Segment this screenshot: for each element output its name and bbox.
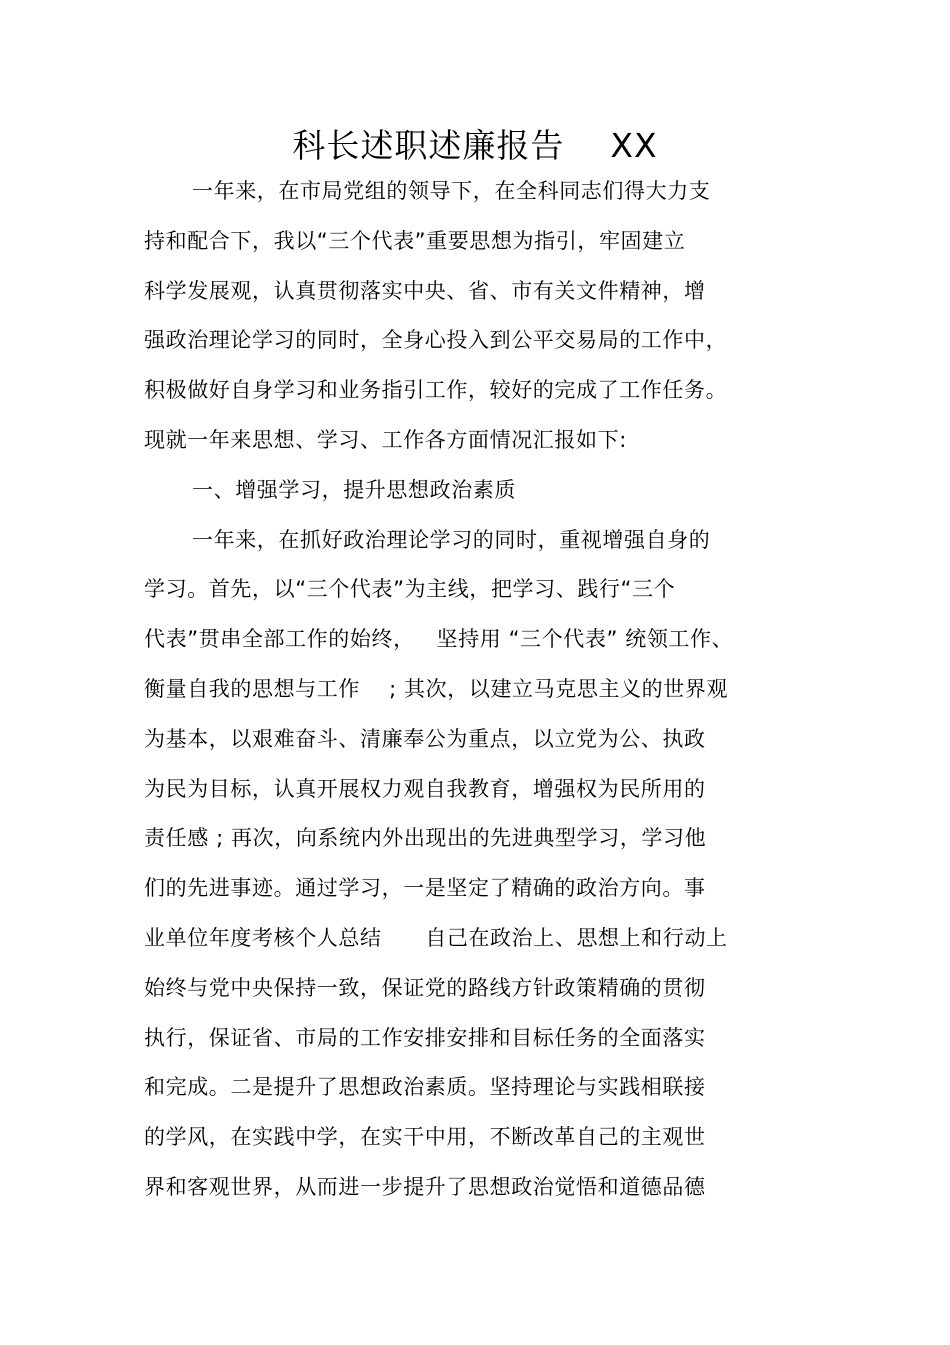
body-line: 执行，保证省、市局的工作安排安排和目标任务的全面落实 bbox=[144, 1025, 706, 1050]
body-line: 持和配合下，我以“三个代表”重要思想为指引，牢固建立 bbox=[144, 228, 686, 253]
body-line: 和完成。二是提升了思想政治素质。坚持理论与实践相联接 bbox=[144, 1075, 706, 1100]
body-line: 代表”贯串全部工作的始终， 坚持用 “三个代表” 统领工作、 bbox=[144, 627, 734, 652]
body-line: 一、增强学习，提升思想政治素质 bbox=[192, 477, 516, 502]
body-line: 们的先进事迹。通过学习，一是坚定了精确的政治方向。事 bbox=[144, 876, 706, 901]
body-line: 始终与党中央保持一致，保证党的路线方针政策精确的贯彻 bbox=[144, 975, 706, 1000]
body-line: 业单位年度考核个人总结 自己在政治上、思想上和行动上 bbox=[144, 926, 728, 950]
body-line: 学习。首先，以“三个代表”为主线，把学习、践行“三个 bbox=[144, 577, 676, 602]
body-line: 现就一年来思想、学习、工作各方面情况汇报如下: bbox=[144, 428, 627, 452]
body-line: 积极做好自身学习和业务指引工作，较好的完成了工作任务。 bbox=[144, 378, 728, 403]
body-line: 一年来，在市局党组的领导下，在全科同志们得大力支 bbox=[192, 179, 711, 203]
body-line: 的学风，在实践中学，在实干中用，不断改革自己的主观世 bbox=[144, 1125, 706, 1150]
body-line: 科学发展观，认真贯彻落实中央、省、市有关文件精神，增 bbox=[144, 278, 706, 303]
body-line: 界和客观世界，从而进一步提升了思想政治觉悟和道德品德 bbox=[144, 1175, 706, 1199]
body-line: 衡量自我的思想与工作 ; 其次，以建立马克思主义的世界观 bbox=[144, 677, 729, 701]
body-line: 为民为目标，认真开展权力观自我教育，增强权为民所用的 bbox=[144, 776, 706, 801]
document-title: 科长述职述廉报告 XX bbox=[292, 126, 658, 165]
body-line: 为基本，以艰难奋斗、清廉奉公为重点，以立党为公、执政 bbox=[144, 726, 706, 751]
body-line: 一年来，在抓好政治理论学习的同时，重视增强自身的 bbox=[192, 527, 711, 552]
body-line: 责任感 ; 再次，向系统内外出现出的先进典型学习，学习他 bbox=[144, 826, 707, 851]
body-line: 强政治理论学习的同时，全身心投入到公平交易局的工作中， bbox=[144, 328, 728, 353]
